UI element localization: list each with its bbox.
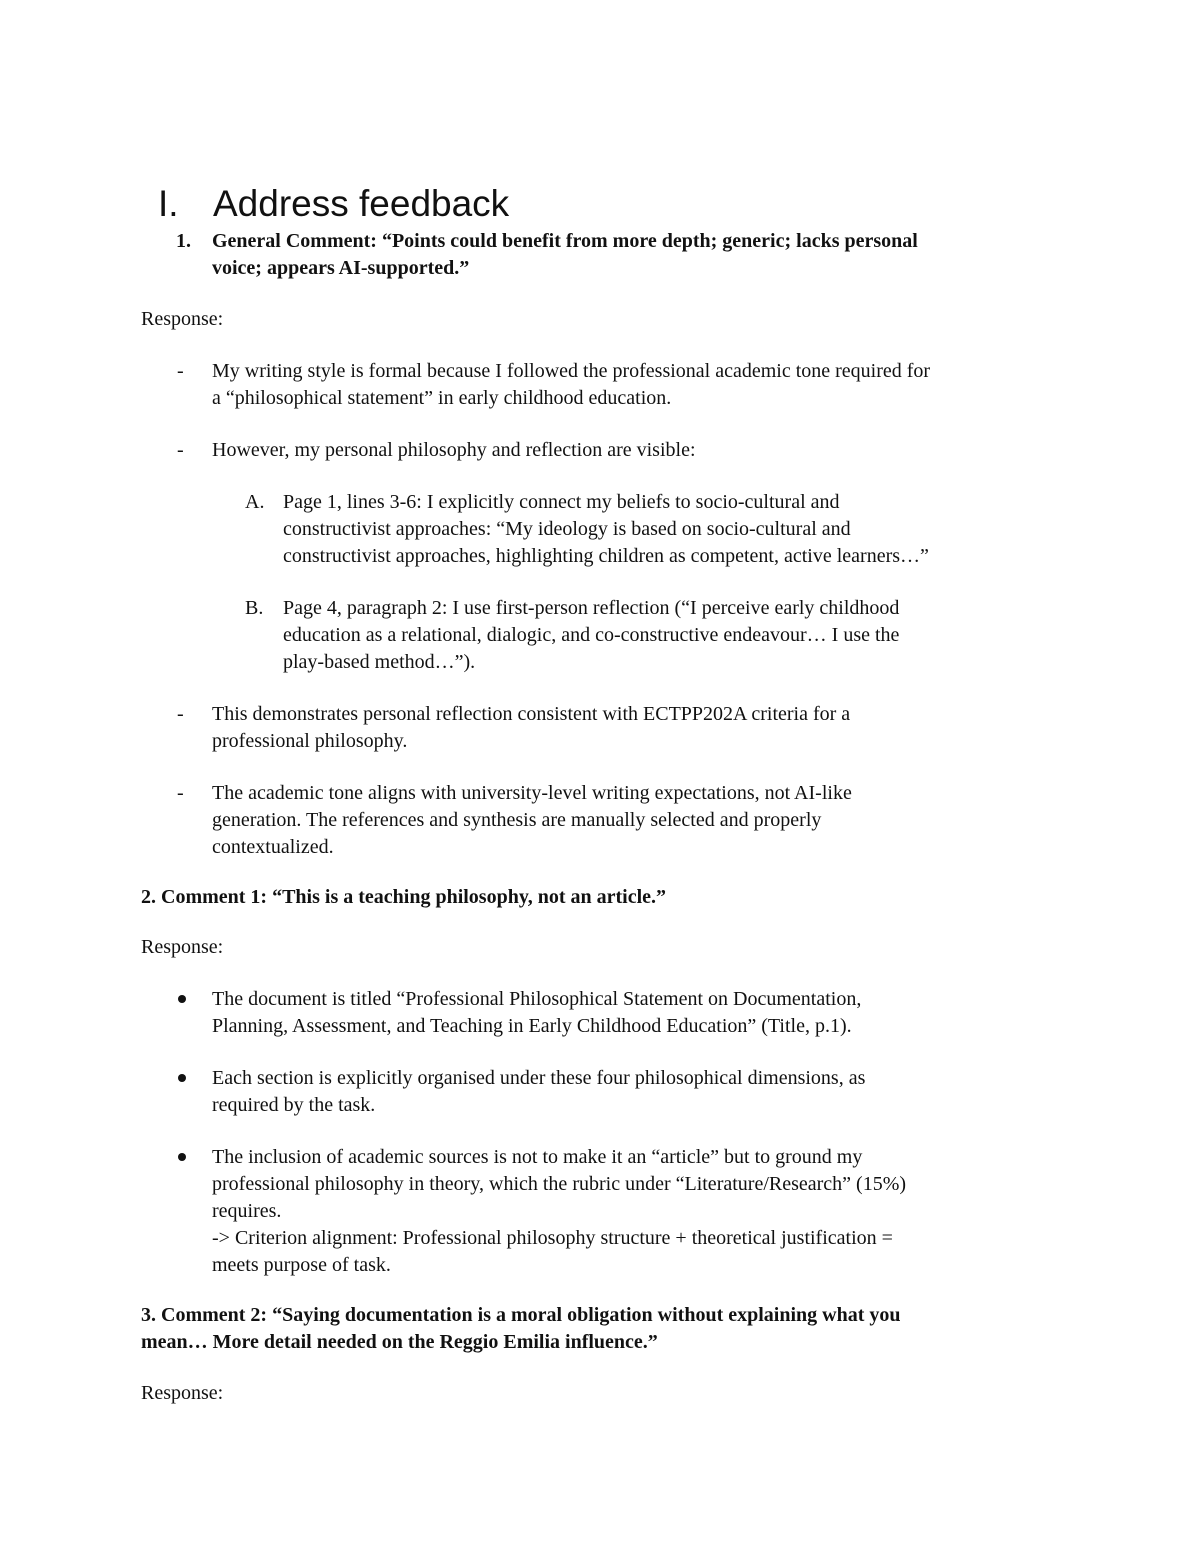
list-item-line: generation. The references and synthesis are manually selected and properly — [212, 809, 822, 831]
response-label: Response: — [141, 308, 224, 330]
list-item-line: However, my personal philosophy and reflection are visible: — [212, 439, 696, 461]
dash-marker: - — [177, 782, 184, 804]
list-item-line: Planning, Assessment, and Teaching in Early Childhood Education” (Title, p.1). — [212, 1015, 852, 1037]
bullet-dot-icon — [178, 1153, 186, 1161]
list-item-line: contextualized. — [212, 836, 334, 858]
list-item-line: requires. — [212, 1200, 282, 1222]
letter-marker: B. — [245, 597, 264, 619]
response-label: Response: — [141, 1382, 224, 1404]
list-item-line: constructivist approaches: “My ideology is based on socio-cultural and — [283, 518, 851, 540]
list-item-line: The academic tone aligns with university-level writing expectations, not AI-like — [212, 782, 852, 804]
dash-marker: - — [177, 360, 184, 382]
list-item-line: My writing style is formal because I followed the professional academic tone required for — [212, 360, 931, 382]
comment-2-heading-line-1: 3. Comment 2: “Saying documentation is a moral obligation without explaining what you — [141, 1304, 901, 1326]
heading-number: I. — [158, 183, 179, 224]
dash-marker: - — [177, 703, 184, 725]
list-item-line: professional philosophy. — [212, 730, 408, 752]
dash-marker: - — [177, 439, 184, 461]
list-item-line: The inclusion of academic sources is not to make it an “article” but to ground my — [212, 1146, 863, 1168]
list-item-line: education as a relational, dialogic, and co-constructive endeavour… I use the — [283, 624, 900, 646]
list-item-line: Page 4, paragraph 2: I use first-person reflection (“I perceive early childhood — [283, 597, 900, 619]
list-item-line: play-based method…”). — [283, 651, 476, 673]
list-item-line: The document is titled “Professional Philosophical Statement on Documentation, — [212, 988, 862, 1010]
response-label: Response: — [141, 936, 224, 958]
list-item-line: This demonstrates personal reflection consistent with ECTPP202A criteria for a — [212, 703, 851, 725]
bullet-dot-icon — [178, 1074, 186, 1082]
list-item-line: meets purpose of task. — [212, 1254, 391, 1276]
letter-marker: A. — [245, 491, 265, 513]
comment-1-heading: 2. Comment 1: “This is a teaching philosophy, not an article.” — [141, 886, 667, 908]
general-comment-line-1: General Comment: “Points could benefit from more depth; generic; lacks personal — [212, 230, 918, 252]
list-item-line: Page 1, lines 3-6: I explicitly connect my beliefs to socio-cultural and — [283, 491, 840, 513]
comment-2-heading-line-2: mean… More detail needed on the Reggio Emilia influence.” — [141, 1331, 658, 1353]
list-item-line: Each section is explicitly organised under these four philosophical dimensions, as — [212, 1067, 866, 1089]
criterion-alignment-line: -> Criterion alignment: Professional philosophy structure + theoretical justification = — [212, 1227, 893, 1249]
general-comment-line-2: voice; appears AI-supported.” — [212, 257, 470, 279]
bullet-dot-icon — [178, 995, 186, 1003]
list-item-line: a “philosophical statement” in early childhood education. — [212, 387, 672, 409]
list-item-line: required by the task. — [212, 1094, 376, 1116]
comment-number: 1. — [176, 230, 191, 252]
list-item-line: professional philosophy in theory, which the rubric under “Literature/Research” (15%) — [212, 1173, 907, 1195]
heading-title: Address feedback — [213, 183, 510, 224]
list-item-line: constructivist approaches, highlighting children as competent, active learners…” — [283, 545, 929, 567]
